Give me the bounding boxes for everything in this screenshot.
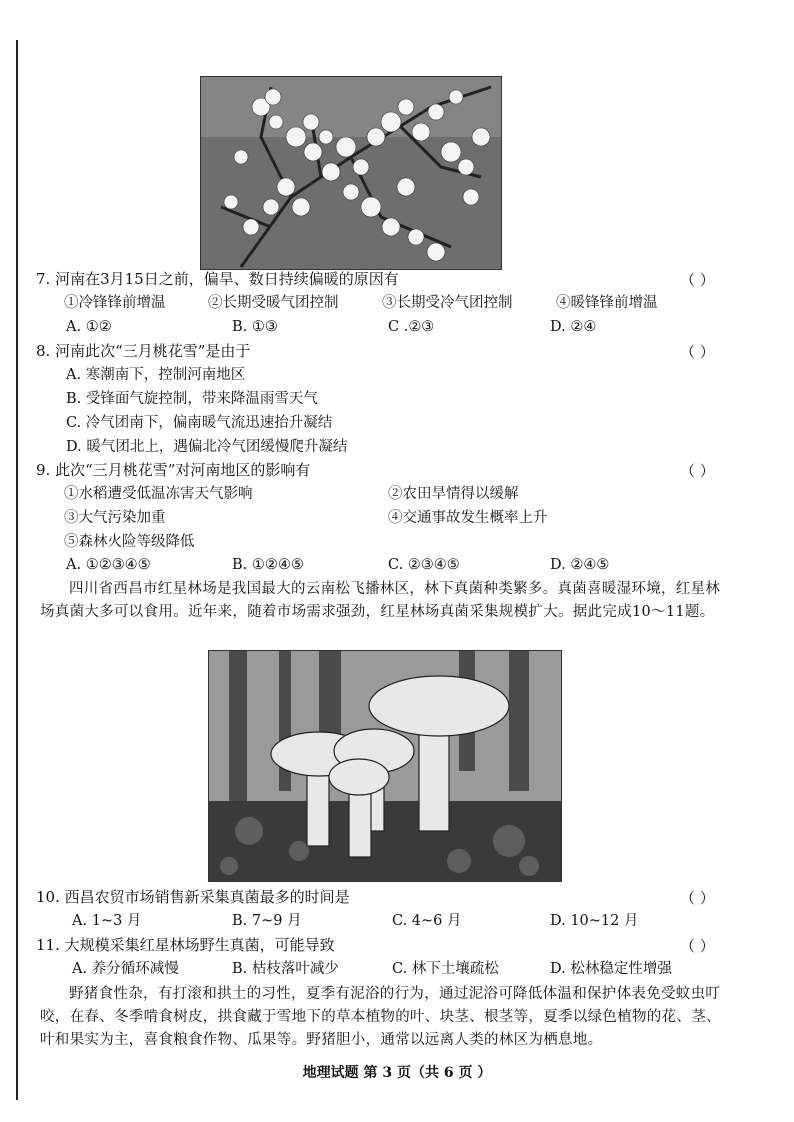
q8-answer-paren: （ ）	[680, 343, 715, 361]
q10-option-d[interactable]: D. 10~12 月	[550, 913, 639, 929]
passage-hongxing-forest: 四川省西昌市红星林场是我国最大的云南松飞播林区，林下真菌种类繁多。真菌喜暖湿环境，红星林场真菌大多可以食用。近年来，随着市场需求强劲，红星林场真菌采集规模扩大。据此完成10～11题。	[40, 581, 721, 620]
q7-stem: 7. 河南在3月15日之前，偏旱、数日持续偏暖的原因有	[36, 270, 399, 288]
q9-option-d[interactable]: D. ②④⑤	[550, 557, 610, 573]
q8-option-d[interactable]: D. 暖气团北上，遇偏北冷气团缓慢爬升凝结	[66, 439, 348, 455]
q9-option-a[interactable]: A. ①②③④⑤	[66, 557, 151, 573]
q8-option-c[interactable]: C. 冷气团南下，偏南暖气流迅速抬升凝结	[66, 415, 333, 431]
q7-option-b[interactable]: B. ①③	[232, 319, 278, 335]
q9-option-b[interactable]: B. ①②④⑤	[232, 557, 304, 573]
q9-item-3: ③大气污染加重	[64, 510, 166, 526]
left-margin-line	[16, 40, 18, 1100]
page-footer: 地理试题 第 3 页（共 6 页 ）	[302, 1065, 492, 1081]
q7-item-2: ②长期受暖气团控制	[208, 295, 339, 311]
q7-answer-paren: （ ）	[680, 271, 715, 289]
q9-option-c[interactable]: C. ②③④⑤	[388, 557, 460, 573]
q10-option-b[interactable]: B. 7~9 月	[232, 913, 302, 929]
q10-stem: 10. 西昌农贸市场销售新采集真菌最多的时间是	[36, 888, 350, 906]
q9-item-5: ⑤森林火险等级降低	[64, 534, 195, 550]
q11-option-a[interactable]: A. 养分循环减慢	[72, 961, 179, 977]
q8-stem: 8. 河南此次“三月桃花雪”是由于	[36, 342, 251, 360]
q9-answer-paren: （ ）	[680, 462, 715, 480]
q7-option-d[interactable]: D. ②④	[550, 319, 597, 335]
q11-option-b[interactable]: B. 枯枝落叶减少	[232, 961, 339, 977]
q9-item-4: ④交通事故发生概率上升	[388, 510, 548, 526]
q7-option-c[interactable]: C .②③	[388, 319, 435, 335]
q7-item-1: ①冷锋锋前增温	[64, 295, 166, 311]
mushroom-photo	[208, 650, 562, 882]
q9-item-2: ②农田旱情得以缓解	[388, 486, 519, 502]
q11-stem: 11. 大规模采集红星林场野生真菌，可能导致	[36, 936, 335, 954]
q10-answer-paren: （ ）	[680, 889, 715, 907]
passage-wild-boar: 野猪食性杂，有打滚和拱土的习性，夏季有泥浴的行为，通过泥浴可降低体温和保护体表免受蚊虫叮咬，在春、冬季啃食树皮，拱食藏于雪地下的草本植物的叶、块茎、根茎等，夏季以绿色植物的花、茎、叶和果实为主，喜食粮食作物、瓜果等。野猪胆小，通常以远离人类的林区为栖息地。	[40, 986, 721, 1048]
q11-option-c[interactable]: C. 林下土壤疏松	[392, 961, 499, 977]
q9-stem: 9. 此次“三月桃花雪”对河南地区的影响有	[36, 461, 311, 479]
q7-item-4: ④暖锋锋前增温	[556, 295, 658, 311]
q7-option-a[interactable]: A. ①②	[66, 319, 112, 335]
q8-option-a[interactable]: A. 寒潮南下，控制河南地区	[66, 367, 246, 383]
q11-answer-paren: （ ）	[680, 937, 715, 955]
q8-option-b[interactable]: B. 受锋面气旋控制，带来降温雨雪天气	[66, 391, 318, 407]
q10-option-c[interactable]: C. 4~6 月	[392, 913, 462, 929]
q11-option-d[interactable]: D. 松林稳定性增强	[550, 961, 672, 977]
q10-option-a[interactable]: A. 1~3 月	[72, 913, 142, 929]
q9-item-1: ①水稻遭受低温冻害天气影响	[64, 486, 253, 502]
q7-item-3: ③长期受冷气团控制	[382, 295, 513, 311]
peach-blossom-snow-photo	[200, 76, 502, 270]
